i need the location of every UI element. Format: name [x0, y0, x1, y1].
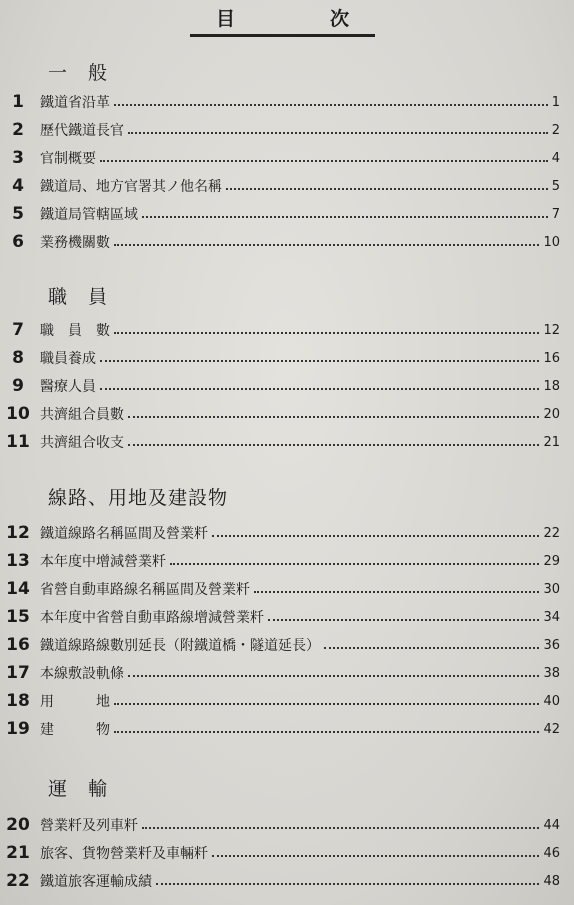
leader-dots	[128, 675, 539, 677]
leader-dots	[254, 591, 539, 593]
page-title	[190, 4, 375, 37]
entry-number: 12	[6, 523, 30, 543]
leader-dots	[100, 360, 539, 362]
entry-label: 鐵道局管轄區域	[40, 207, 138, 223]
entry-number: 22	[6, 871, 30, 891]
entry-page-number: 46	[543, 845, 560, 861]
toc-entry	[0, 689, 574, 713]
toc-entry	[0, 605, 574, 629]
entry-number: 5	[12, 204, 24, 224]
leader-dots	[212, 855, 539, 857]
toc-entry	[0, 841, 574, 865]
entry-number: 14	[6, 579, 30, 599]
leader-dots	[268, 619, 539, 621]
toc-entry	[0, 521, 574, 545]
toc-entry	[0, 577, 574, 601]
leader-dots	[226, 188, 548, 190]
entry-number: 19	[6, 719, 30, 739]
entry-page-number: 18	[543, 378, 560, 394]
toc-entry	[0, 549, 574, 573]
toc-entry	[0, 374, 574, 398]
entry-number: 15	[6, 607, 30, 627]
entry-label: 歷代鐵道長官	[40, 123, 124, 139]
entry-label: 鐵道局、地方官署其ノ他名稱	[40, 179, 222, 195]
entry-number: 7	[12, 320, 24, 340]
entry-number: 3	[12, 148, 24, 168]
entry-label: 本線敷設軌條	[40, 666, 124, 682]
leader-dots	[114, 731, 539, 733]
entry-number: 10	[6, 404, 30, 424]
entry-page-number: 22	[543, 525, 560, 541]
entry-label: 鐵道旅客運輸成績	[40, 874, 152, 890]
leader-dots	[156, 883, 539, 885]
toc-entry	[0, 90, 574, 114]
toc-entry	[0, 346, 574, 370]
toc-entry	[0, 813, 574, 837]
entry-page-number: 29	[543, 553, 560, 569]
toc-entry	[0, 318, 574, 342]
entry-number: 11	[6, 432, 30, 452]
entry-page-number: 36	[543, 637, 560, 653]
title-right: 次	[329, 8, 349, 30]
entry-label: 鐵道線路名稱區間及營業粁	[40, 526, 208, 542]
leader-dots	[170, 563, 539, 565]
entry-label: 本年度中省營自動車路線增減營業粁	[40, 610, 264, 626]
entry-label: 業務機關數	[40, 235, 110, 251]
entry-number: 6	[12, 232, 24, 252]
entry-number: 8	[12, 348, 24, 368]
leader-dots	[100, 160, 548, 162]
entry-page-number: 30	[543, 581, 560, 597]
section-heading-transport: 運 輸	[48, 778, 109, 800]
leader-dots	[114, 332, 539, 334]
entry-label: 共濟組合員數	[40, 407, 124, 423]
leader-dots	[114, 703, 539, 705]
entry-label: 職 員 數	[40, 323, 110, 339]
leader-dots	[100, 388, 539, 390]
entry-number: 1	[12, 92, 24, 112]
toc-entry	[0, 202, 574, 226]
leader-dots	[142, 827, 539, 829]
entry-number: 18	[6, 691, 30, 711]
section-heading-general: 一 般	[48, 62, 109, 84]
entry-label: 建 物	[40, 722, 110, 738]
entry-page-number: 4	[551, 150, 560, 166]
entry-page-number: 40	[543, 693, 560, 709]
toc-entry	[0, 869, 574, 893]
entry-label: 官制概要	[40, 151, 96, 167]
entry-number: 9	[12, 376, 24, 396]
entry-label: 省營自動車路線名稱區間及營業粁	[40, 582, 250, 598]
entry-number: 17	[6, 663, 30, 683]
toc-entry	[0, 402, 574, 426]
entry-label: 本年度中增減營業粁	[40, 554, 166, 570]
leader-dots	[212, 535, 539, 537]
entry-page-number: 12	[543, 322, 560, 338]
entry-number: 16	[6, 635, 30, 655]
leader-dots	[114, 244, 539, 246]
entry-page-number: 34	[543, 609, 560, 625]
entry-number: 4	[12, 176, 24, 196]
entry-page-number: 2	[551, 122, 560, 138]
section-heading-staff: 職 員	[48, 286, 109, 308]
toc-entry	[0, 717, 574, 741]
entry-label: 旅客、貨物營業粁及車輛粁	[40, 846, 208, 862]
toc-entry	[0, 661, 574, 685]
entry-page-number: 5	[551, 178, 560, 194]
entry-label: 共濟組合收支	[40, 435, 124, 451]
title-left: 目	[216, 8, 236, 30]
toc-entry	[0, 430, 574, 454]
leader-dots	[114, 104, 548, 106]
toc-entry	[0, 118, 574, 142]
entry-number: 2	[12, 120, 24, 140]
entry-label: 職員養成	[40, 351, 96, 367]
toc-entry	[0, 230, 574, 254]
entry-number: 13	[6, 551, 30, 571]
entry-page-number: 20	[543, 406, 560, 422]
entry-page-number: 21	[543, 434, 560, 450]
entry-page-number: 48	[543, 873, 560, 889]
leader-dots	[128, 444, 539, 446]
toc-entry	[0, 174, 574, 198]
entry-page-number: 16	[543, 350, 560, 366]
entry-number: 20	[6, 815, 30, 835]
entry-page-number: 10	[543, 234, 560, 250]
entry-label: 用 地	[40, 694, 110, 710]
leader-dots	[142, 216, 548, 218]
entry-page-number: 42	[543, 721, 560, 737]
entry-page-number: 38	[543, 665, 560, 681]
entry-page-number: 7	[551, 206, 560, 222]
entry-page-number: 44	[543, 817, 560, 833]
leader-dots	[128, 132, 548, 134]
entry-page-number: 1	[551, 94, 560, 110]
entry-label: 鐵道線路線數別延長（附鐵道橋・隧道延長）	[40, 638, 320, 654]
entry-number: 21	[6, 843, 30, 863]
entry-label: 營業粁及列車粁	[40, 818, 138, 834]
leader-dots	[324, 647, 539, 649]
section-heading-lines: 線路、用地及建設物	[48, 487, 229, 509]
entry-label: 鐵道省沿革	[40, 95, 110, 111]
toc-entry	[0, 146, 574, 170]
entry-label: 醫療人員	[40, 379, 96, 395]
toc-entry	[0, 633, 574, 657]
leader-dots	[128, 416, 539, 418]
